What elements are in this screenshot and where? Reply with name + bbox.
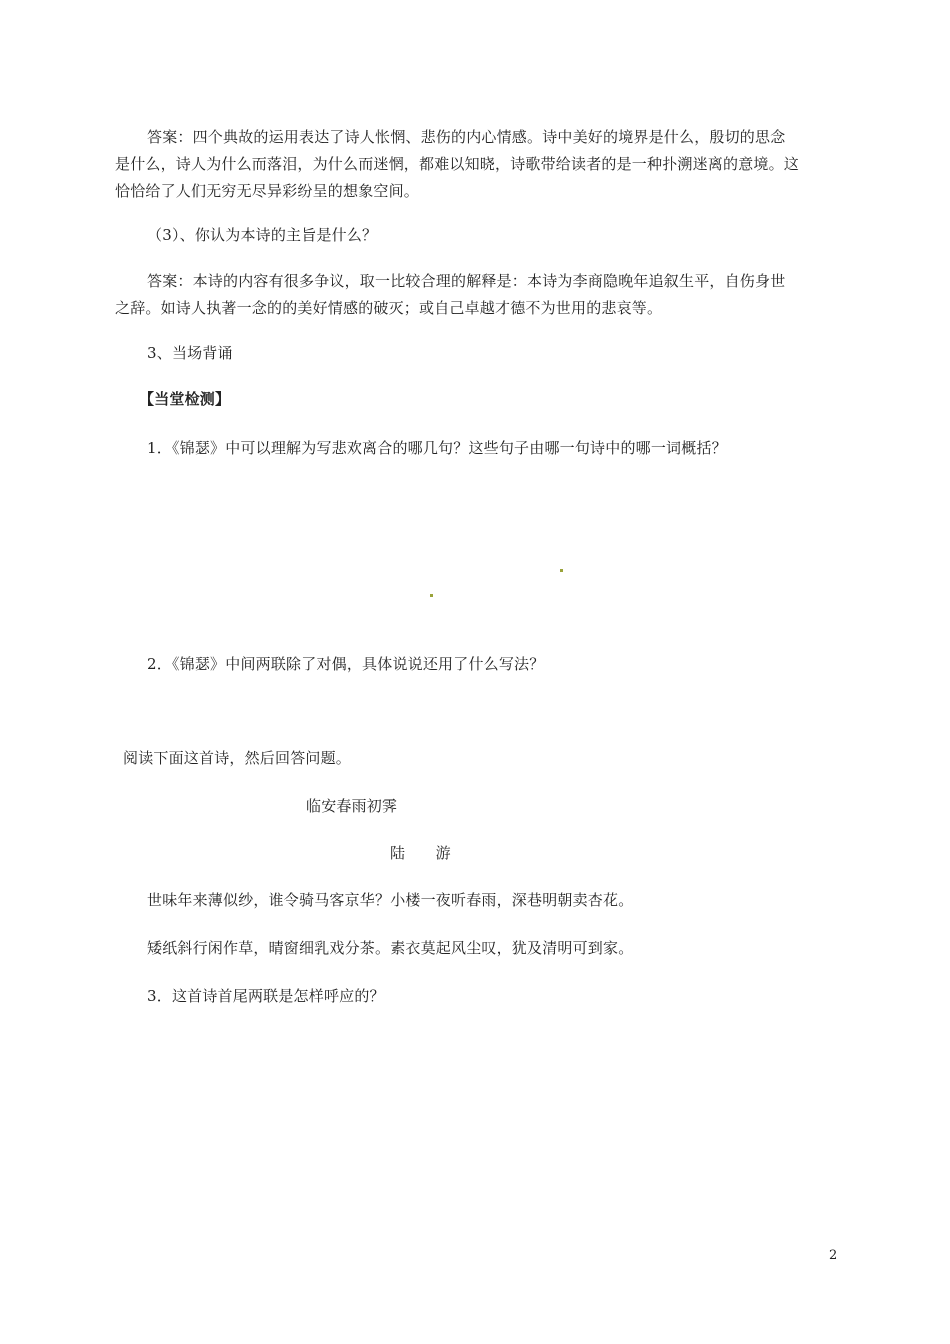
poem-line: 矮纸斜行闲作草，晴窗细乳戏分茶。素衣莫起风尘叹，犹及清明可到家。	[147, 939, 634, 957]
stray-dot	[560, 569, 563, 572]
answer-paragraph-line: 答案：本诗的内容有很多争议，取一比较合理的解释是：本诗为李商隐晚年追叙生平，自伤身世	[147, 272, 786, 290]
answer-paragraph-line: 恰恰给了人们无穷无尽异彩纷呈的想象空间。	[115, 182, 420, 200]
question-3: （3）、你认为本诗的主旨是什么？	[147, 226, 378, 244]
section-heading: 【当堂检测】	[139, 390, 231, 408]
page-number: 2	[829, 1248, 838, 1263]
quiz-question-1: 1．《锦瑟》中可以理解为写悲欢离合的哪几句？这些句子由哪一句诗中的哪一词概括？	[147, 439, 727, 457]
poem-line: 世味年来薄似纱，谁令骑马客京华？小楼一夜听春雨，深巷明朝卖杏花。	[147, 891, 634, 909]
quiz-question-3: 3．这首诗首尾两联是怎样呼应的？	[147, 987, 385, 1005]
answer-paragraph-line: 之辞。如诗人执著一念的的美好情感的破灭；或自己卓越才德不为世用的悲哀等。	[115, 299, 663, 317]
quiz-question-2: 2．《锦瑟》中间两联除了对偶，具体说说还用了什么写法？	[147, 655, 545, 673]
reading-instruction: 阅读下面这首诗，然后回答问题。	[123, 749, 352, 767]
stray-dot	[430, 594, 433, 597]
step-recite: 3、当场背诵	[147, 344, 233, 362]
poem-title: 临安春雨初霁	[306, 797, 398, 815]
answer-paragraph-line: 答案：四个典故的运用表达了诗人怅惘、悲伤的内心情感。诗中美好的境界是什么，殷切的思念	[147, 128, 786, 146]
answer-paragraph-line: 是什么，诗人为什么而落泪，为什么而迷惘，都难以知晓，诗歌带给读者的是一种扑溯迷离的意境。这	[115, 155, 800, 173]
poem-author: 陆 游	[390, 844, 451, 862]
